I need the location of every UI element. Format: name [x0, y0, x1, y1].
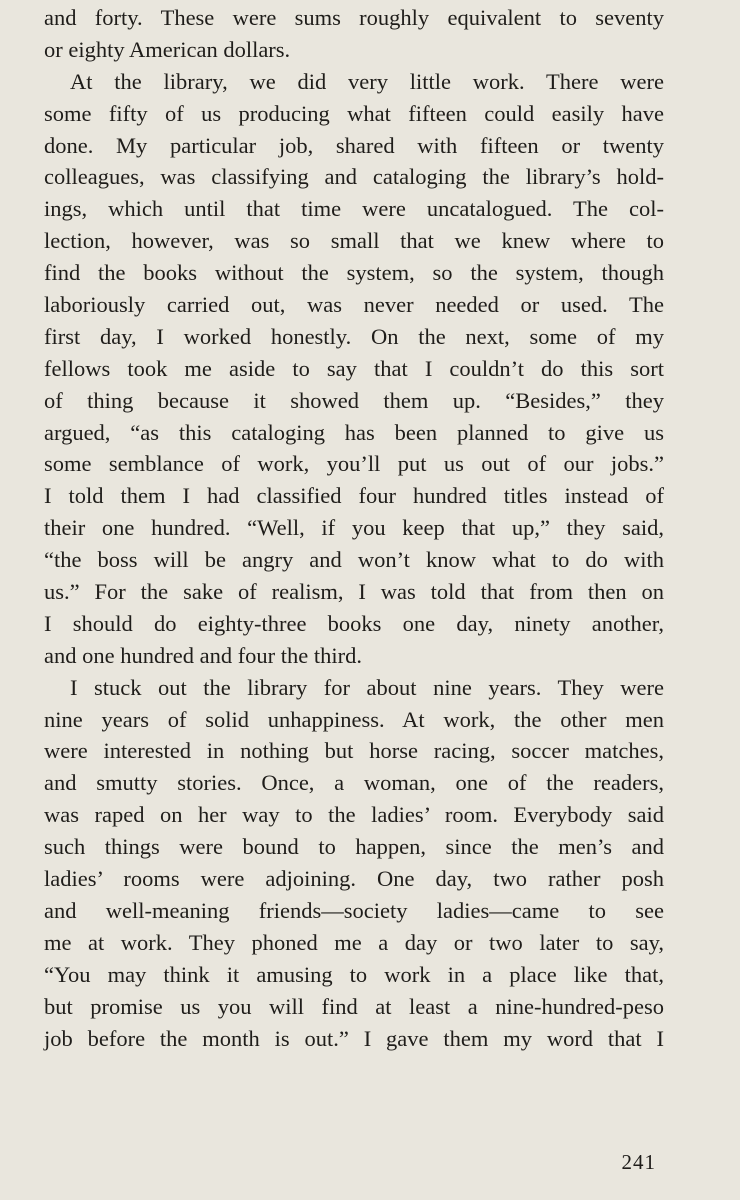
text-line: but promise us you will find at least a nine-hundred-peso: [44, 993, 664, 1019]
text-line: such things were bound to happen, since the men’s and: [44, 834, 664, 860]
text-line: were interested in nothing but horse racing, soccer matches,: [44, 738, 664, 764]
text-line: their one hundred. “Well, if you keep that up,” they said,: [44, 515, 664, 541]
text-line: done. My particular job, shared with fifteen or twenty: [44, 132, 664, 158]
text-line: I stuck out the library for about nine years. They were: [70, 674, 664, 700]
text-line: argued, “as this cataloging has been planned to give us: [44, 419, 664, 445]
text-line: find the books without the system, so the system, though: [44, 260, 664, 286]
text-line: ladies’ rooms were adjoining. One day, two rather posh: [44, 866, 664, 892]
text-line: laboriously carried out, was never needed or used. The: [44, 292, 664, 318]
text-line: and smutty stories. Once, a woman, one of the readers,: [44, 770, 664, 796]
text-line: ings, which until that time were uncatalogued. The col-: [44, 196, 664, 222]
text-line: lection, however, was so small that we knew where to: [44, 228, 664, 254]
text-line: job before the month is out.” I gave them my word that I: [44, 1025, 664, 1051]
text-line: nine years of solid unhappiness. At work, the other men: [44, 706, 664, 732]
paragraph: [44, 2, 664, 66]
text-line: some semblance of work, you’ll put us out of our jobs.”: [44, 451, 664, 477]
paragraph: [44, 66, 664, 672]
text-line: At the library, we did very little work. There were: [70, 68, 664, 94]
page-number: 241: [621, 1150, 656, 1174]
text-line: first day, I worked honestly. On the next, some of my: [44, 323, 664, 349]
text-line: was raped on her way to the ladies’ room. Everybody said: [44, 802, 664, 828]
text-line: colleagues, was classifying and cataloging the library’s hold-: [44, 164, 664, 190]
text-line: “the boss will be angry and won’t know what to do with: [44, 547, 664, 573]
text-line: and forty. These were sums roughly equivalent to seventy: [44, 5, 664, 30]
body-text: [44, 2, 664, 1054]
text-line: of thing because it showed them up. “Besides,” they: [44, 387, 664, 413]
text-line: fellows took me aside to say that I couldn’t do this sort: [44, 355, 664, 381]
text-line: I should do eighty-three books one day, ninety another,: [44, 610, 664, 636]
text-line: or eighty American dollars.: [44, 36, 291, 62]
text-line: I told them I had classified four hundred titles instead of: [44, 483, 664, 509]
text-line: and one hundred and four the third.: [44, 642, 363, 668]
text-line: me at work. They phoned me a day or two later to say,: [44, 929, 664, 955]
text-line: us.” For the sake of realism, I was told that from then on: [44, 579, 664, 605]
text-line: and well-meaning friends—society ladies—came to see: [44, 897, 664, 923]
text-line: some fifty of us producing what fifteen could easily have: [44, 100, 664, 126]
text-line: “You may think it amusing to work in a place like that,: [44, 961, 664, 987]
paragraph: [44, 672, 664, 1055]
